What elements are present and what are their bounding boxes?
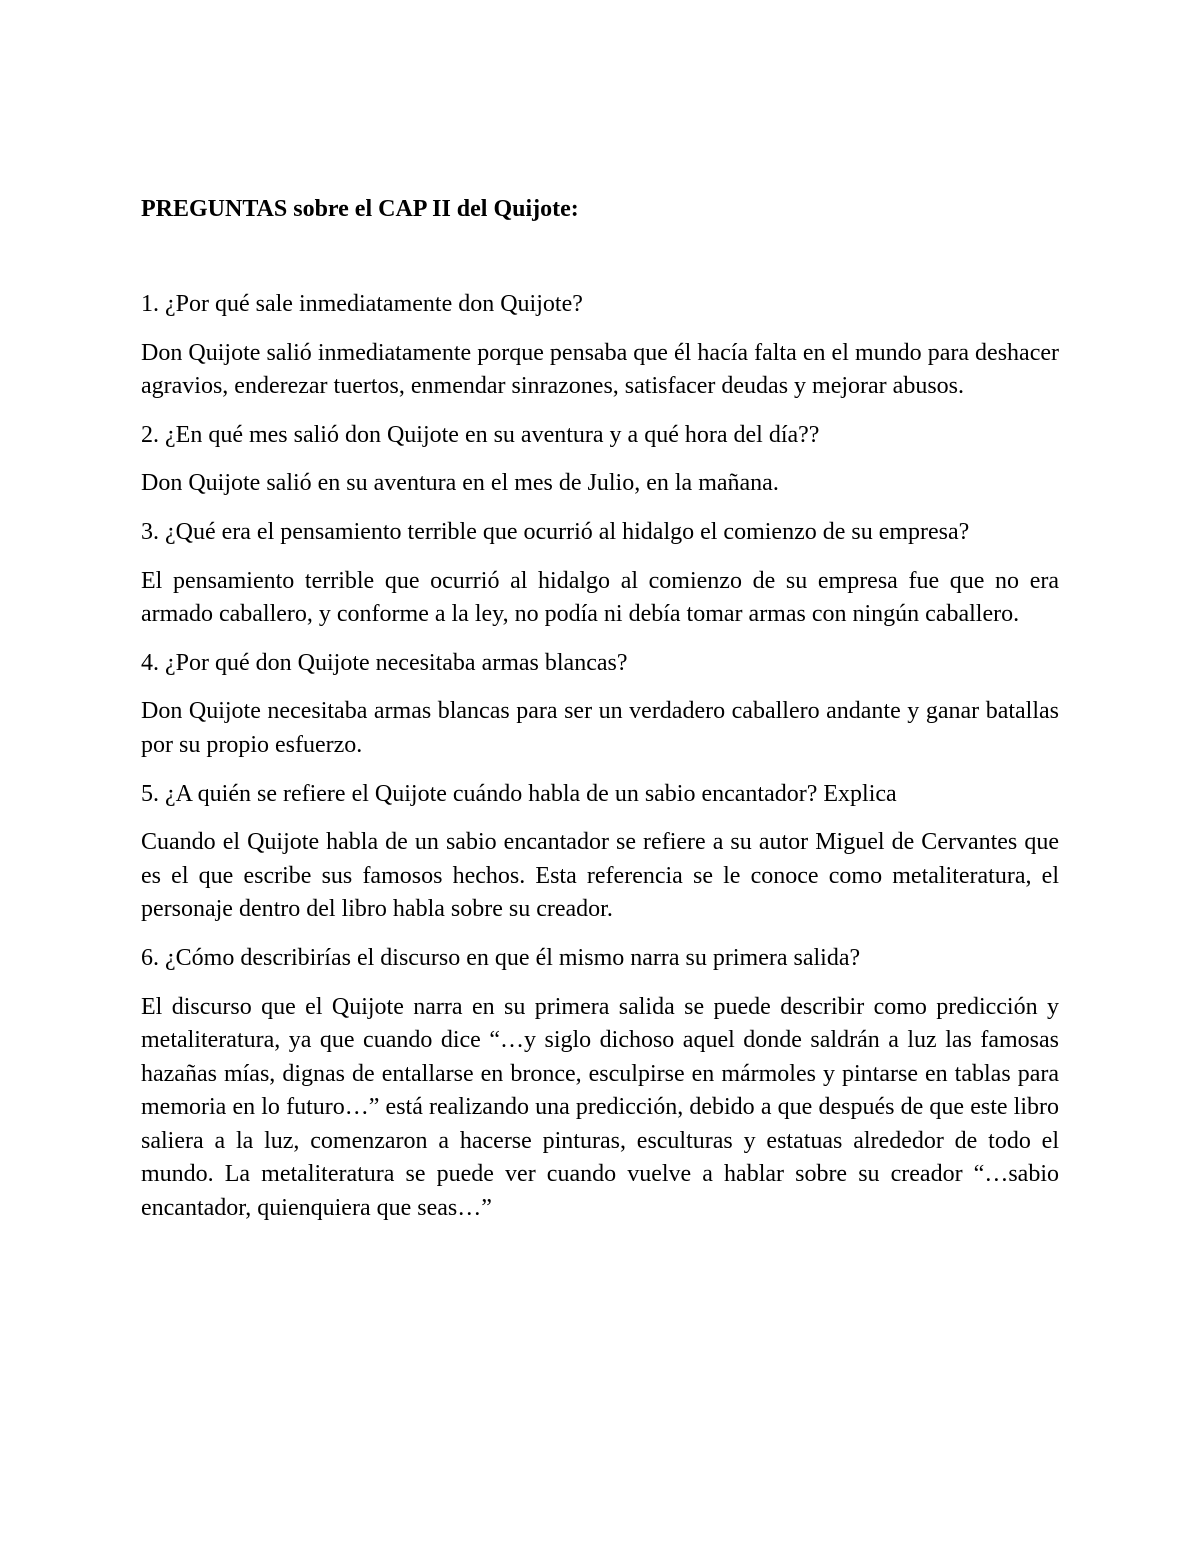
question-4: 4. ¿Por qué don Quijote necesitaba armas blancas? xyxy=(141,649,628,676)
answer-1: Don Quijote salió inmediatamente porque pensaba que él hacía falta en el mundo para deshacer agravios, enderezar tuertos, enmendar sinrazones, satisfacer deudas y mejorar abusos. xyxy=(141,339,1059,400)
answer-2: Don Quijote salió en su aventura en el mes de Julio, en la mañana. xyxy=(141,470,779,497)
question-6: 6. ¿Cómo describirías el discurso en que él mismo narra su primera salida? xyxy=(141,944,861,971)
question-5: 5. ¿A quién se refiere el Quijote cuándo habla de un sabio encantador? Explica xyxy=(141,780,897,807)
question-3: 3. ¿Qué era el pensamiento terrible que ocurrió al hidalgo el comienzo de su empresa? xyxy=(141,518,970,545)
answer-4: Don Quijote necesitaba armas blancas para ser un verdadero caballero andante y ganar batallas por su propio esfuerzo. xyxy=(141,698,1059,758)
answer-3: El pensamiento terrible que ocurrió al hidalgo al comienzo de su empresa fue que no era armado caballero, y conforme a la ley, no podía ni debía tomar armas con ningún caballero. xyxy=(141,567,1059,628)
question-2: 2. ¿En qué mes salió don Quijote en su aventura y a qué hora del día?? xyxy=(141,421,820,448)
answer-5: Cuando el Quijote habla de un sabio encantador se refiere a su autor Miguel de Cervantes que es el que escribe sus famosos hechos. Esta referencia se le conoce como metaliteratura, el personaje dentro del libro habla sobre su creador. xyxy=(141,829,1059,923)
question-1: 1. ¿Por qué sale inmediatamente don Quijote? xyxy=(141,291,583,317)
document-title: PREGUNTAS sobre el CAP II del Quijote: xyxy=(141,196,579,222)
qa-list xyxy=(141,288,1059,1226)
document-page xyxy=(141,192,1059,1241)
answer-6: El discurso que el Quijote narra en su primera salida se puede describir como predicción y metaliteratura, ya que cuando dice “…y siglo dichoso aquel donde saldrán a luz las famosas hazañas mías, dignas de entallarse en bronce, esculpirse en mármoles y pintarse en tablas para memoria en lo futuro…” está realizando una predicción, debido a que después de que este libro saliera a la luz, comenzaron a hacerse pinturas, esculturas y estatuas alrededor de todo el mundo. La metaliteratura se puede ver cuando vuelve a hablar sobre su creador “…sabio encantador, quienquiera que seas…” xyxy=(141,993,1059,1222)
